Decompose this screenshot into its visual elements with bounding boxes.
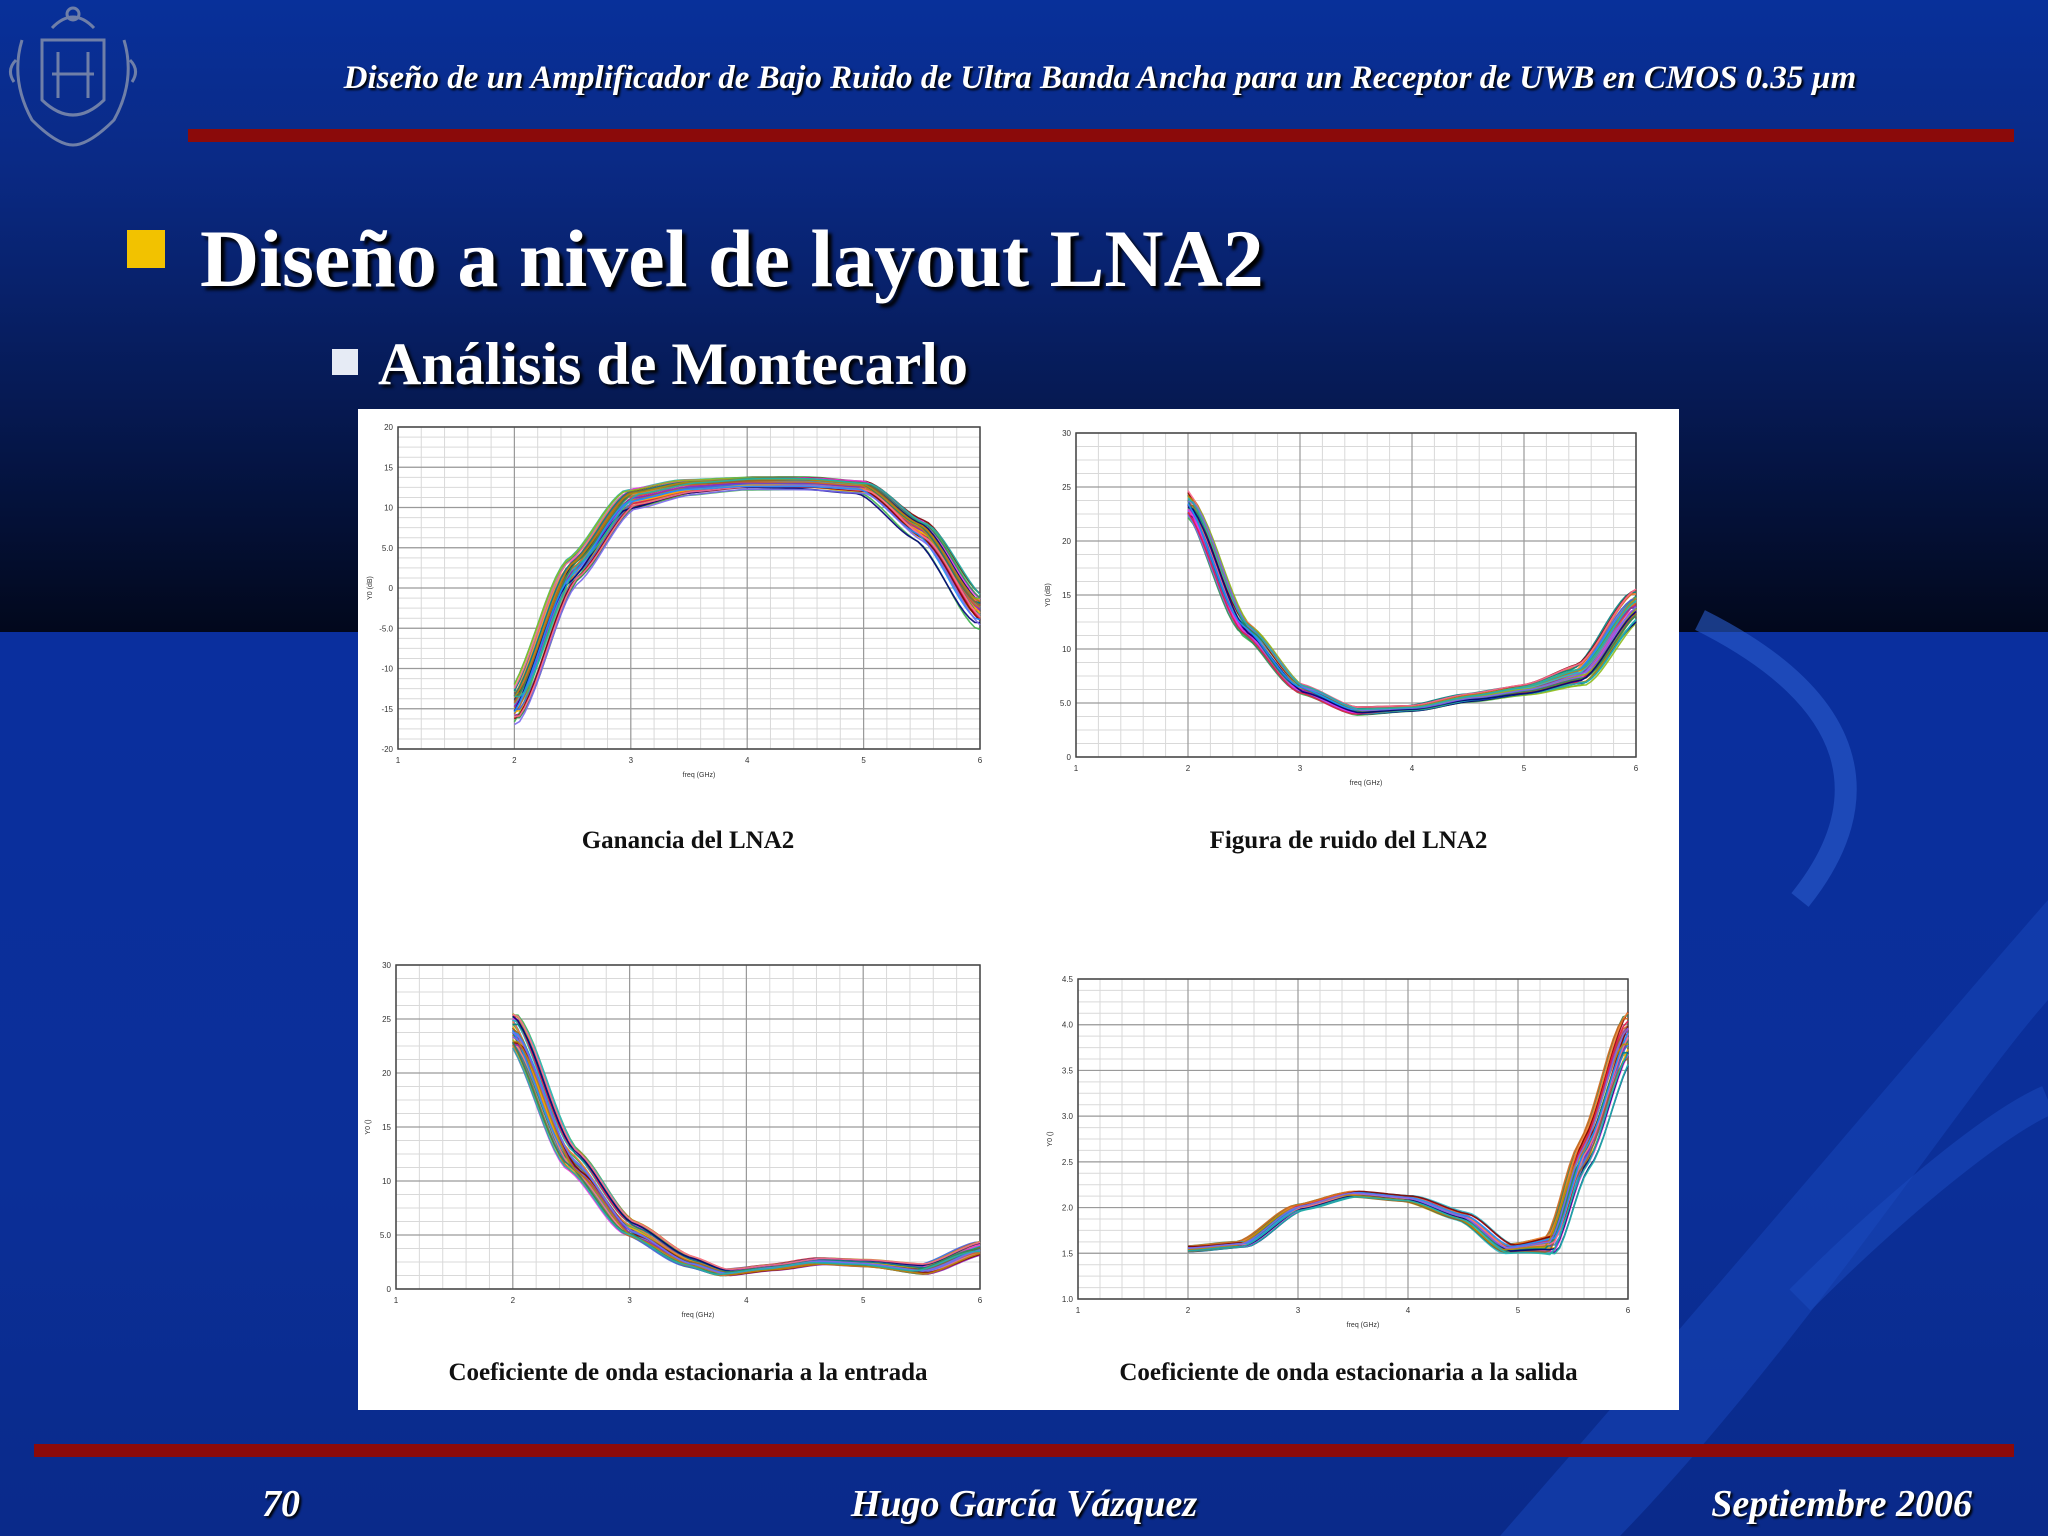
y-tick-label: 15 bbox=[382, 1123, 391, 1132]
y-tick-label: 0 bbox=[388, 584, 393, 593]
author-name: Hugo García Vázquez bbox=[850, 1483, 1198, 1525]
y-tick-label: 30 bbox=[1062, 429, 1071, 438]
y-tick-label: 4.0 bbox=[1061, 1020, 1073, 1030]
output-vswr-chart bbox=[1018, 949, 1679, 1349]
x-tick-label: 2 bbox=[510, 1296, 516, 1305]
noise-figure-chart bbox=[1018, 409, 1679, 809]
x-tick-label: 3 bbox=[1297, 764, 1303, 773]
y-tick-label: 4.5 bbox=[1061, 975, 1073, 984]
x-axis-label: freq (GHz) bbox=[1349, 780, 1383, 787]
presentation-date: Septiembre 2006 bbox=[1711, 1483, 1972, 1525]
x-tick-label: 1 bbox=[395, 756, 401, 765]
x-tick-label: 2 bbox=[1185, 764, 1191, 773]
y-tick-label: 2.5 bbox=[1061, 1157, 1073, 1167]
y-tick-label: 3.5 bbox=[1061, 1066, 1073, 1076]
y-tick-label: 10 bbox=[382, 1177, 391, 1186]
caption-gain: Ganancia del LNA2 bbox=[581, 827, 795, 854]
x-tick-label: 1 bbox=[1075, 1306, 1081, 1315]
x-tick-label: 4 bbox=[1405, 1306, 1411, 1315]
montecarlo-figure bbox=[358, 409, 1679, 1410]
x-tick-label: 6 bbox=[977, 756, 983, 765]
sub-bullet-square-icon bbox=[332, 349, 358, 375]
y-axis-label: Y0 (dB) bbox=[367, 576, 374, 600]
x-axis-label: freq (GHz) bbox=[682, 772, 716, 779]
header-divider bbox=[188, 129, 2014, 142]
x-axis-label: freq (GHz) bbox=[1346, 1322, 1380, 1329]
x-tick-label: 1 bbox=[1073, 764, 1079, 773]
y-tick-label: -5.0 bbox=[379, 624, 393, 634]
y-tick-label: 15 bbox=[1062, 591, 1071, 600]
y-tick-label: 10 bbox=[384, 503, 393, 513]
x-tick-label: 4 bbox=[744, 1296, 749, 1305]
y-tick-label: 20 bbox=[382, 1069, 391, 1078]
x-tick-label: 2 bbox=[1185, 1306, 1191, 1315]
y-tick-label: 25 bbox=[382, 1015, 391, 1024]
x-tick-label: 5 bbox=[1515, 1306, 1521, 1315]
y-tick-label: 2.0 bbox=[1061, 1203, 1073, 1213]
x-tick-label: 6 bbox=[1625, 1306, 1631, 1315]
gain-chart bbox=[358, 409, 1018, 809]
y-tick-label: 5.0 bbox=[381, 543, 393, 553]
x-tick-label: 3 bbox=[1295, 1306, 1301, 1315]
y-axis-label: Y0 () bbox=[1047, 1131, 1054, 1147]
input-vswr-chart bbox=[358, 949, 1018, 1349]
y-tick-label: 1.0 bbox=[1061, 1295, 1073, 1304]
y-tick-label: 0 bbox=[1066, 753, 1071, 762]
y-tick-label: 5.0 bbox=[379, 1231, 391, 1240]
bullet-square-icon bbox=[127, 230, 165, 268]
x-tick-label: 5 bbox=[861, 756, 866, 765]
x-tick-label: 3 bbox=[628, 756, 634, 765]
x-tick-label: 2 bbox=[512, 756, 517, 765]
footer-divider bbox=[34, 1444, 2014, 1457]
y-tick-label: -15 bbox=[381, 704, 393, 714]
y-axis-label: Y0 (dB) bbox=[1045, 583, 1052, 607]
y-tick-label: 3.0 bbox=[1061, 1112, 1073, 1122]
slide-subheading: Análisis de Montecarlo bbox=[378, 331, 968, 397]
university-crest-icon bbox=[2, 0, 144, 150]
y-tick-label: 20 bbox=[384, 423, 393, 432]
y-tick-label: 1.5 bbox=[1061, 1249, 1073, 1259]
x-tick-label: 6 bbox=[977, 1296, 983, 1305]
y-tick-label: -10 bbox=[381, 664, 393, 674]
x-axis-label: freq (GHz) bbox=[681, 1312, 715, 1319]
y-tick-label: 20 bbox=[1062, 537, 1071, 546]
caption-input-vswr: Coeficiente de onda estacionaria a la entrada bbox=[448, 1359, 928, 1386]
x-tick-label: 1 bbox=[393, 1296, 399, 1305]
caption-output-vswr: Coeficiente de onda estacionaria a la salida bbox=[1119, 1359, 1578, 1386]
caption-noise-figure: Figura de ruido del LNA2 bbox=[1209, 827, 1488, 854]
x-tick-label: 6 bbox=[1633, 764, 1639, 773]
x-tick-label: 5 bbox=[860, 1296, 866, 1305]
y-tick-label: -20 bbox=[381, 745, 393, 754]
presentation-title: Diseño de un Amplificador de Bajo Ruido de Ultra Banda Ancha para un Receptor de UWB en CMOS 0.35 µm bbox=[343, 60, 1857, 96]
x-tick-label: 3 bbox=[627, 1296, 632, 1305]
page-number: 70 bbox=[262, 1483, 300, 1525]
y-tick-label: 15 bbox=[384, 463, 393, 473]
slide-heading: Diseño a nivel de layout LNA2 bbox=[200, 213, 1264, 304]
x-tick-label: 5 bbox=[1521, 764, 1527, 773]
x-tick-label: 4 bbox=[744, 756, 750, 765]
y-tick-label: 10 bbox=[1062, 645, 1071, 654]
y-axis-label: Y0 () bbox=[365, 1119, 372, 1135]
y-tick-label: 5.0 bbox=[1059, 699, 1071, 708]
y-tick-label: 25 bbox=[1062, 483, 1071, 492]
x-tick-label: 4 bbox=[1409, 764, 1415, 773]
y-tick-label: 0 bbox=[386, 1285, 391, 1294]
y-tick-label: 30 bbox=[382, 961, 391, 970]
